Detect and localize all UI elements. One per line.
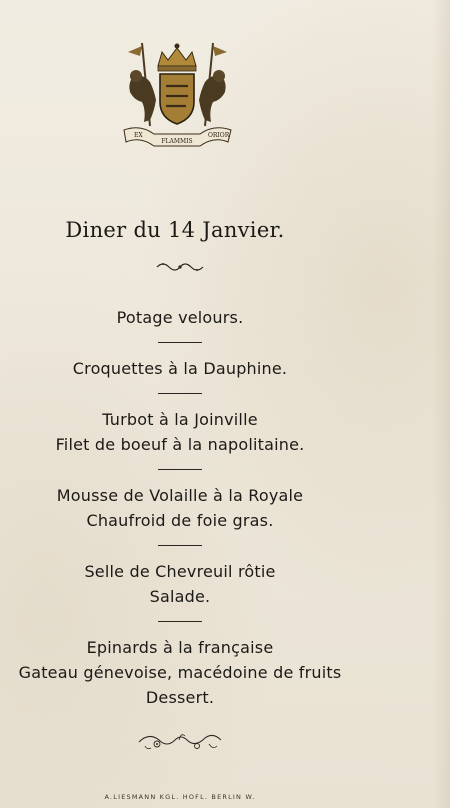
menu-courses [0, 305, 360, 710]
dish: Salade. [149, 587, 211, 606]
dish: Gateau génevoise, macédoine de fruits [18, 663, 342, 682]
printer-imprint: A.LIESMANN KGL. HOFL. BERLIN W. [104, 793, 256, 801]
course-divider [158, 393, 202, 394]
dish: Turbot à la Joinville [102, 410, 258, 429]
dish: Dessert. [145, 688, 215, 707]
course-divider [158, 545, 202, 546]
course-3 [0, 407, 360, 457]
course-2 [0, 356, 360, 381]
floral-ornament-icon [135, 728, 225, 754]
paper-edge-shadow [432, 0, 450, 808]
course-divider [158, 469, 202, 470]
dish: Mousse de Volaille à la Royale [56, 486, 304, 505]
coat-of-arms-crest-icon [120, 38, 235, 153]
dish: Croquettes à la Dauphine. [72, 359, 288, 378]
course-4 [0, 483, 360, 533]
dish: Selle de Chevreuil rôtie [84, 562, 276, 581]
dish: Chaufroid de foie gras. [86, 511, 274, 530]
course-6 [0, 635, 360, 710]
motto-center: FLAMMIS [161, 138, 193, 145]
course-divider [158, 621, 202, 622]
dish: Epinards à la française [86, 638, 274, 657]
dish: Potage velours. [116, 308, 244, 327]
motto-left: EX [134, 132, 143, 139]
menu-title: Diner du 14 Janvier. [65, 218, 285, 242]
motto-right: ORIOR [208, 132, 230, 139]
course-1 [0, 305, 360, 330]
flourish-ornament-icon [155, 260, 205, 274]
course-divider [158, 342, 202, 343]
dish: Filet de boeuf à la napolitaine. [55, 435, 305, 454]
course-5 [0, 559, 360, 609]
